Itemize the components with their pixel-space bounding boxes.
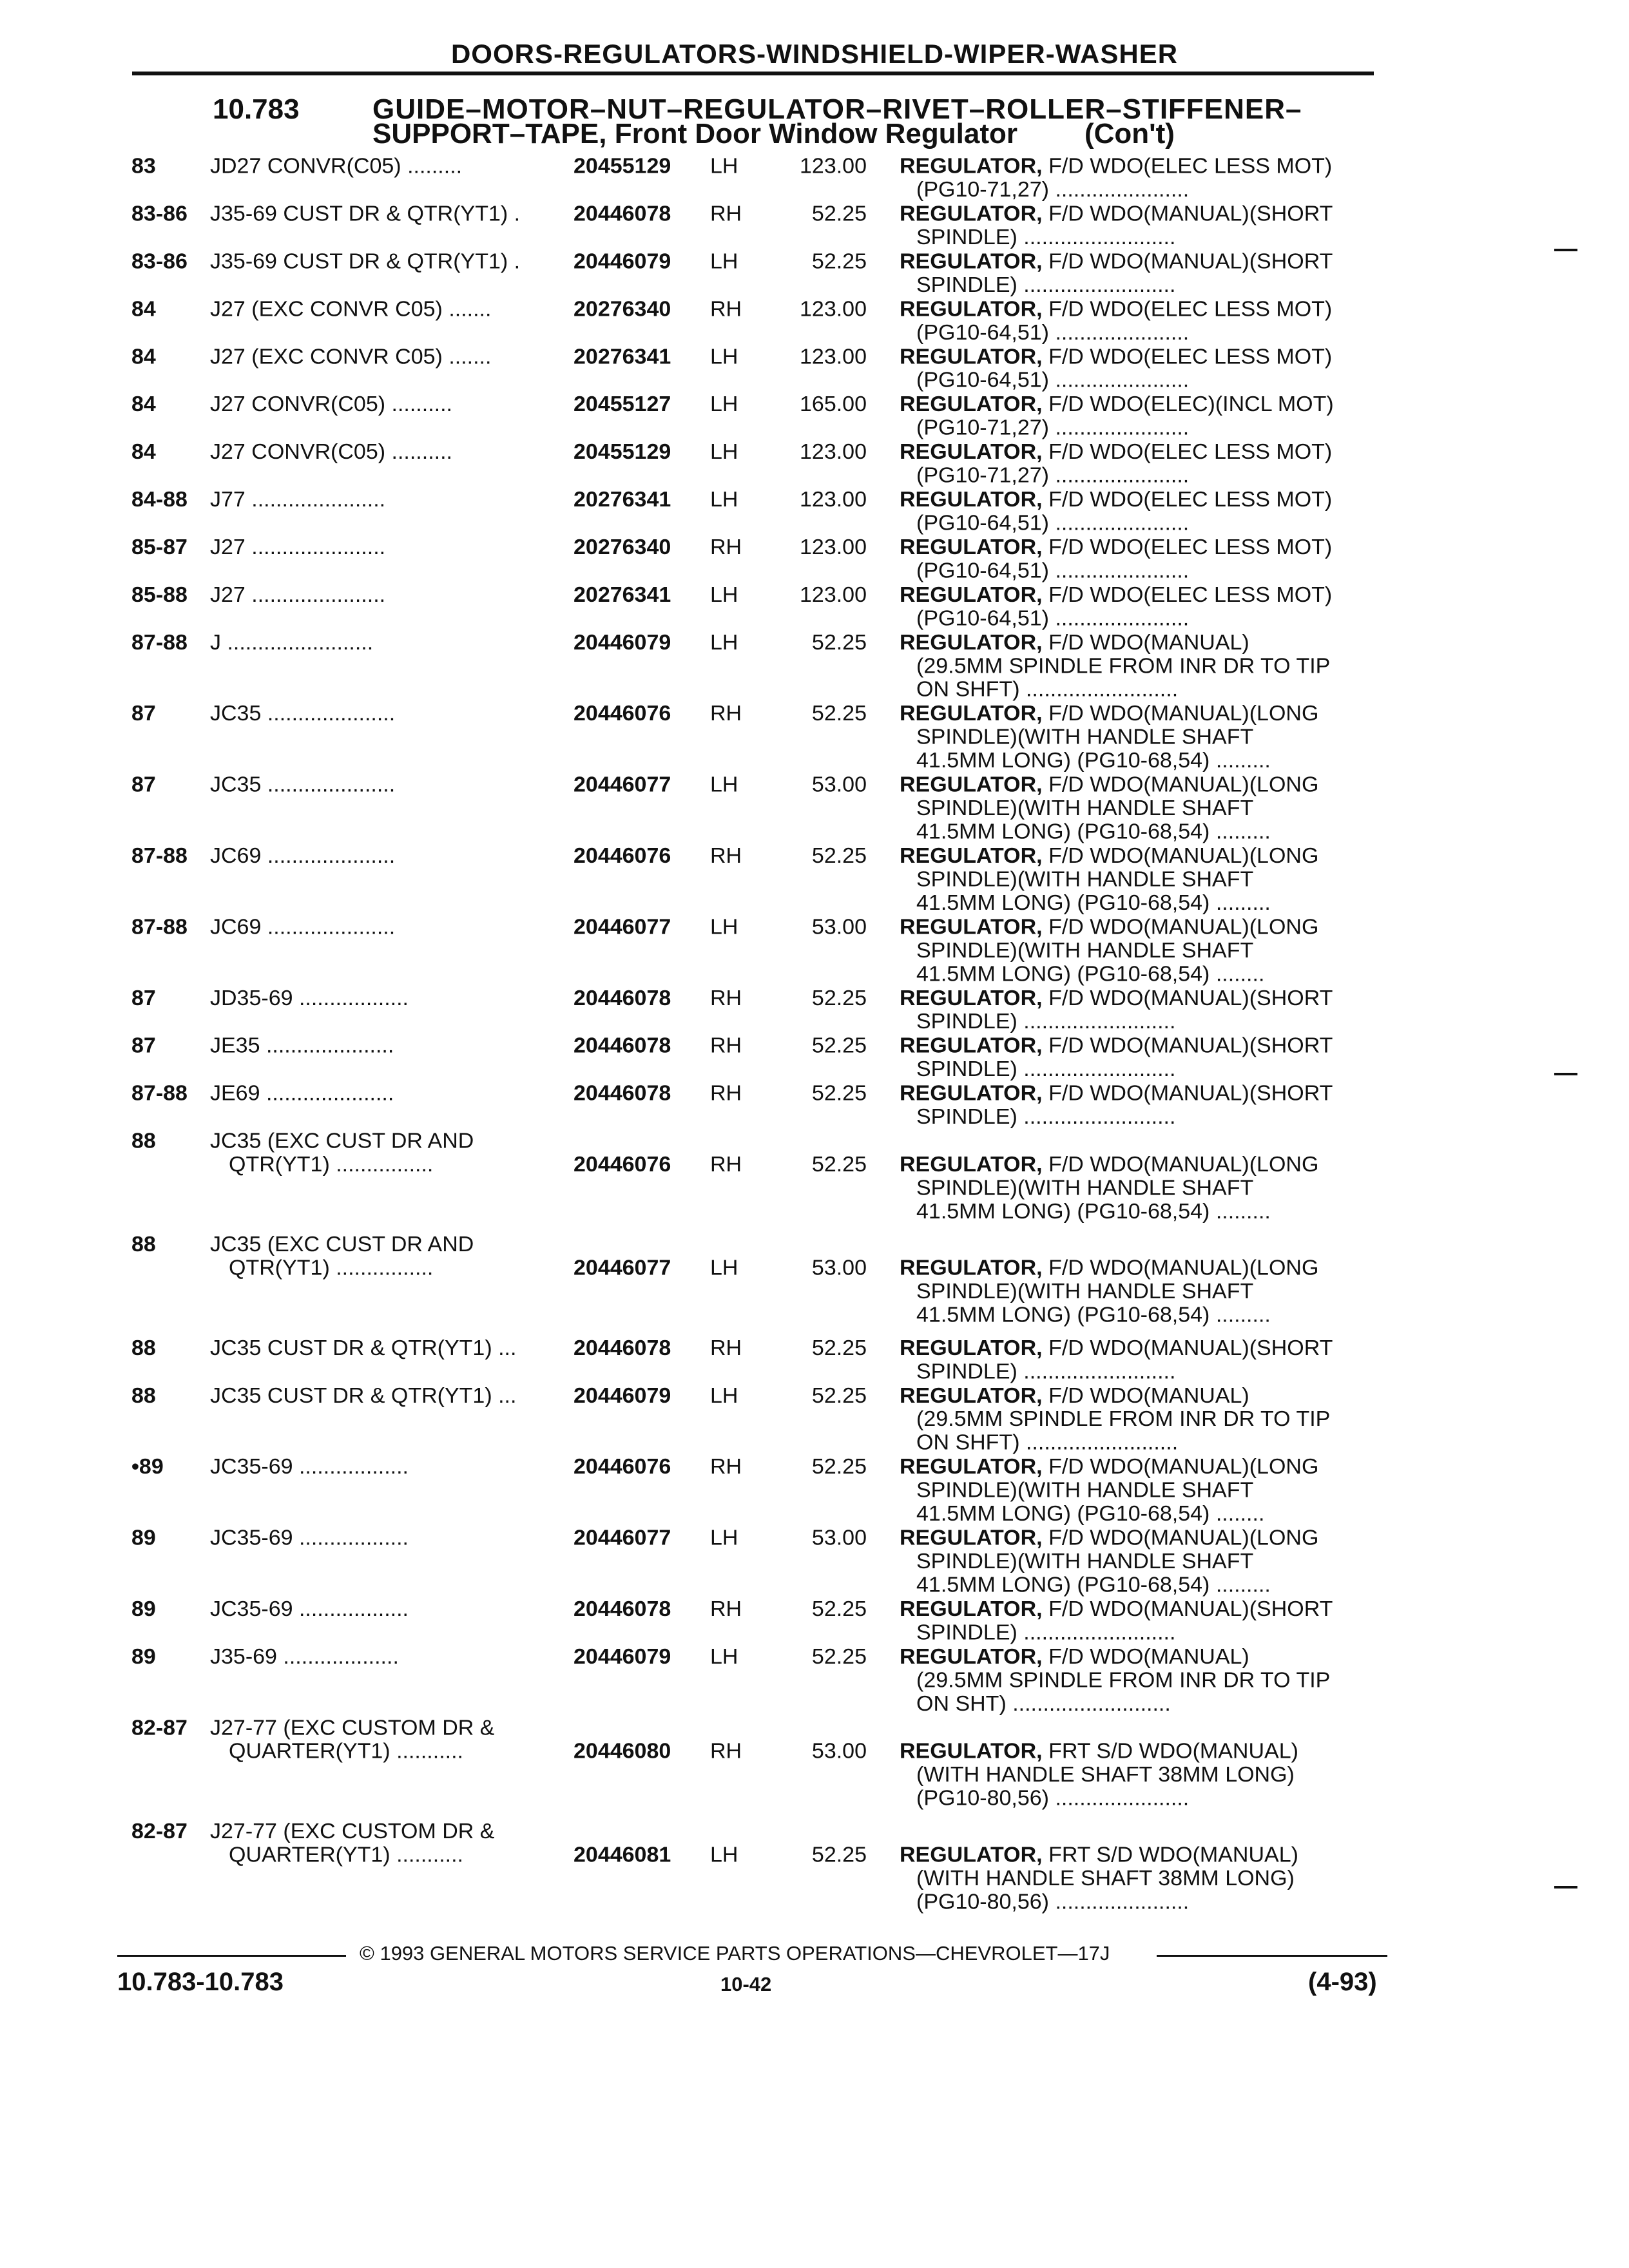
part-number: 20446077 <box>574 1256 671 1280</box>
part-number: 20276341 <box>574 487 671 512</box>
side-indicator: RH <box>710 296 742 322</box>
part-number: 20446079 <box>574 249 671 274</box>
model-series: J77 ...................... <box>210 487 386 512</box>
part-description <box>900 1597 1333 1620</box>
part-description <box>900 702 1318 726</box>
side-indicator: LH <box>710 392 738 417</box>
side-indicator: RH <box>710 843 742 868</box>
part-description-continued: SPINDLE)(WITH HANDLE SHAFT <box>916 1175 1254 1200</box>
part-description-continued: ON SHFT) ......................... <box>916 677 1179 702</box>
model-year: 83-86 <box>131 249 188 274</box>
part-description-continued: SPINDLE) ......................... <box>916 1057 1176 1082</box>
model-series: JC35 CUST DR & QTR(YT1) ... <box>210 1336 517 1360</box>
side-indicator: RH <box>710 701 742 726</box>
part-number: 20446076 <box>574 843 671 868</box>
part-description-continued: (PG10-80,56) ...................... <box>916 1889 1190 1914</box>
model-series: JC35-69 .................. <box>210 1454 409 1479</box>
model-year: 88 <box>131 1383 156 1408</box>
model-year: 87-88 <box>131 914 188 939</box>
part-description-continued: 41.5MM LONG) (PG10-68,54) ......... <box>916 819 1271 844</box>
side-indicator: LH <box>710 439 738 465</box>
part-description-continued: SPINDLE)(WITH HANDLE SHAFT <box>916 725 1254 749</box>
part-number: 20446078 <box>574 1336 671 1360</box>
model-series: JC69 ..................... <box>210 914 396 939</box>
model-series: JC35-69 .................. <box>210 1597 409 1621</box>
part-number: 20276340 <box>574 296 671 322</box>
part-detail: F/D WDO(MANUAL)(LONG <box>1042 1256 1319 1280</box>
part-description-continued: (PG10-64,51) ...................... <box>916 510 1190 535</box>
part-name: REGULATOR, <box>900 535 1043 559</box>
side-indicator: RH <box>710 1454 742 1479</box>
model-year: 87 <box>131 986 156 1010</box>
part-number: 20455129 <box>574 154 671 178</box>
price: 123.00 <box>800 535 867 559</box>
model-series: J27-77 (EXC CUSTOM DR & <box>210 1819 495 1843</box>
part-name: REGULATOR, <box>900 843 1043 868</box>
part-name: REGULATOR, <box>900 1454 1043 1479</box>
price: 53.00 <box>811 1525 867 1550</box>
side-indicator: RH <box>710 201 742 226</box>
part-name: REGULATOR, <box>900 1383 1043 1408</box>
part-number: 20446078 <box>574 1597 671 1621</box>
part-name: REGULATOR, <box>900 1256 1043 1280</box>
price: 123.00 <box>800 487 867 512</box>
model-series: JC35 (EXC CUST DR AND <box>210 1128 474 1153</box>
part-detail: F/D WDO(MANUAL) <box>1042 1644 1249 1669</box>
price: 52.25 <box>811 1152 867 1177</box>
part-detail: F/D WDO(MANUAL)(SHORT <box>1042 1597 1333 1621</box>
part-description <box>900 1034 1333 1057</box>
part-name: REGULATOR, <box>900 773 1043 797</box>
part-number: 20446076 <box>574 1454 671 1479</box>
side-indicator: RH <box>710 1081 742 1106</box>
price: 53.00 <box>811 914 867 939</box>
part-description-continued: SPINDLE)(WITH HANDLE SHAFT <box>916 1279 1254 1304</box>
model-year: 89 <box>131 1644 156 1669</box>
part-description-continued: 41.5MM LONG) (PG10-68,54) ......... <box>916 1572 1271 1597</box>
section-continued: (Con't) <box>1084 118 1175 149</box>
model-year: 84 <box>131 344 156 369</box>
model-series-continued: QUARTER(YT1) ........... <box>229 1842 463 1867</box>
model-year: 88 <box>131 1232 156 1257</box>
margin-mark <box>1554 249 1577 251</box>
part-name: REGULATOR, <box>900 1644 1043 1669</box>
part-description-continued: SPINDLE) ......................... <box>916 1620 1176 1645</box>
model-year: 88 <box>131 1128 156 1153</box>
model-year: 87 <box>131 773 156 797</box>
side-indicator: RH <box>710 1033 742 1058</box>
part-name: REGULATOR, <box>900 1152 1043 1177</box>
price: 52.25 <box>811 1842 867 1867</box>
part-detail: FRT S/D WDO(MANUAL) <box>1042 1739 1298 1763</box>
part-number: 20446081 <box>574 1842 671 1867</box>
part-description-continued: (29.5MM SPINDLE FROM INR DR TO TIP <box>916 1667 1331 1693</box>
model-series: JC35-69 .................. <box>210 1525 409 1550</box>
part-detail: F/D WDO(ELEC LESS MOT) <box>1042 582 1333 607</box>
part-number: 20446078 <box>574 1033 671 1058</box>
part-description-continued: (WITH HANDLE SHAFT 38MM LONG) <box>916 1762 1295 1787</box>
part-number: 20455129 <box>574 439 671 465</box>
part-description-continued: SPINDLE) ......................... <box>916 1104 1176 1129</box>
part-description <box>900 1526 1318 1550</box>
price: 52.25 <box>811 249 867 274</box>
side-indicator: LH <box>710 1383 738 1408</box>
part-description-continued: 41.5MM LONG) (PG10-68,54) ........ <box>916 1501 1265 1526</box>
footer-page-number: 10-42 <box>720 1973 772 1995</box>
part-detail: F/D WDO(MANUAL)(SHORT <box>1042 1033 1333 1058</box>
model-year: 82-87 <box>131 1715 188 1740</box>
part-description <box>900 535 1332 559</box>
part-description-continued: 41.5MM LONG) (PG10-68,54) ......... <box>916 748 1271 773</box>
part-description-continued: (29.5MM SPINDLE FROM INR DR TO TIP <box>916 1407 1331 1432</box>
part-description-continued: SPINDLE)(WITH HANDLE SHAFT <box>916 1549 1254 1573</box>
part-detail: F/D WDO(ELEC LESS MOT) <box>1042 344 1333 369</box>
part-detail: F/D WDO(MANUAL)(LONG <box>1042 1454 1319 1479</box>
model-year: 87-88 <box>131 630 188 655</box>
model-series: JC35 CUST DR & QTR(YT1) ... <box>210 1383 517 1408</box>
model-year: 85-87 <box>131 535 188 559</box>
part-name: REGULATOR, <box>900 1081 1043 1106</box>
price: 52.25 <box>811 1644 867 1669</box>
part-description <box>900 1256 1318 1280</box>
part-number: 20276341 <box>574 344 671 369</box>
part-description <box>900 250 1333 273</box>
part-name: REGULATOR, <box>900 630 1043 655</box>
part-description <box>900 916 1318 939</box>
part-number: 20446076 <box>574 1152 671 1177</box>
model-year: 87 <box>131 701 156 726</box>
part-description <box>900 345 1332 369</box>
model-series: J27 CONVR(C05) .......... <box>210 392 452 417</box>
price: 53.00 <box>811 1256 867 1280</box>
part-number: 20446077 <box>574 1525 671 1550</box>
model-series: JC35 (EXC CUST DR AND <box>210 1232 474 1257</box>
price: 52.25 <box>811 630 867 655</box>
price: 123.00 <box>800 582 867 607</box>
part-description-continued: (PG10-64,51) ...................... <box>916 320 1190 345</box>
model-series: J27 CONVR(C05) .......... <box>210 439 452 465</box>
part-description-continued: (PG10-71,27) ...................... <box>916 416 1190 440</box>
model-series: JC35 ..................... <box>210 773 396 797</box>
part-description-continued: 41.5MM LONG) (PG10-68,54) ......... <box>916 1303 1271 1327</box>
part-detail: F/D WDO(MANUAL) <box>1042 630 1249 655</box>
part-description <box>900 155 1332 178</box>
part-number: 20455127 <box>574 392 671 417</box>
part-number: 20276341 <box>574 582 671 607</box>
footer-rule-left <box>117 1955 346 1957</box>
section-number: 10.783 <box>213 93 300 125</box>
part-number: 20446077 <box>574 914 671 939</box>
price: 52.25 <box>811 843 867 868</box>
price: 53.00 <box>811 773 867 797</box>
part-description-continued: 41.5MM LONG) (PG10-68,54) ......... <box>916 890 1271 915</box>
part-description-continued: SPINDLE)(WITH HANDLE SHAFT <box>916 867 1254 892</box>
part-detail: F/D WDO(MANUAL)(SHORT <box>1042 249 1333 274</box>
part-description-continued: SPINDLE)(WITH HANDLE SHAFT <box>916 1478 1254 1503</box>
price: 52.25 <box>811 1454 867 1479</box>
model-year: •89 <box>131 1454 164 1479</box>
footer-copyright: © 1993 GENERAL MOTORS SERVICE PARTS OPERATIONS—CHEVROLET—17J <box>360 1942 1110 1965</box>
part-name: REGULATOR, <box>900 1525 1043 1550</box>
side-indicator: LH <box>710 154 738 178</box>
footer-range: 10.783-10.783 <box>117 1968 284 1996</box>
model-series: J27 (EXC CONVR C05) ....... <box>210 296 492 322</box>
model-year: 87 <box>131 1033 156 1058</box>
margin-mark <box>1554 1073 1577 1075</box>
part-description <box>900 1740 1298 1763</box>
part-description <box>900 393 1334 416</box>
price: 123.00 <box>800 154 867 178</box>
part-description-continued: (PG10-64,51) ...................... <box>916 606 1190 631</box>
side-indicator: RH <box>710 1336 742 1360</box>
part-number: 20446080 <box>574 1739 671 1763</box>
part-description-continued: ON SHT) .......................... <box>916 1691 1171 1716</box>
part-number: 20446079 <box>574 1383 671 1408</box>
part-name: REGULATOR, <box>900 296 1043 322</box>
part-name: REGULATOR, <box>900 439 1043 465</box>
model-year: 84 <box>131 392 156 417</box>
model-series: JD27 CONVR(C05) ......... <box>210 154 463 178</box>
price: 52.25 <box>811 1597 867 1621</box>
part-name: REGULATOR, <box>900 344 1043 369</box>
model-year: 85-88 <box>131 582 188 607</box>
part-name: REGULATOR, <box>900 1739 1043 1763</box>
model-year: 89 <box>131 1597 156 1621</box>
part-name: REGULATOR, <box>900 914 1043 939</box>
model-series: J ........................ <box>210 630 374 655</box>
part-description-continued: (PG10-71,27) ...................... <box>916 463 1190 488</box>
part-detail: F/D WDO(MANUAL)(SHORT <box>1042 1336 1333 1360</box>
price: 52.25 <box>811 1336 867 1360</box>
part-number: 20446077 <box>574 773 671 797</box>
part-number: 20446078 <box>574 201 671 226</box>
section-title-line1: GUIDE–MOTOR–NUT–REGULATOR–RIVET–ROLLER–STIFFENER– <box>372 93 1302 125</box>
part-detail: F/D WDO(MANUAL)(LONG <box>1042 773 1319 797</box>
part-number: 20446079 <box>574 630 671 655</box>
side-indicator: LH <box>710 630 738 655</box>
part-name: REGULATOR, <box>900 1597 1043 1621</box>
part-description-continued: (PG10-64,51) ...................... <box>916 558 1190 583</box>
part-description <box>900 298 1332 321</box>
part-detail: F/D WDO(ELEC LESS MOT) <box>1042 439 1333 465</box>
header-rule <box>132 72 1374 75</box>
part-detail: F/D WDO(MANUAL) <box>1042 1383 1249 1408</box>
part-description <box>900 773 1318 796</box>
part-name: REGULATOR, <box>900 1842 1043 1867</box>
part-description-continued: (PG10-71,27) ...................... <box>916 177 1190 202</box>
price: 52.25 <box>811 701 867 726</box>
part-description-continued: (WITH HANDLE SHAFT 38MM LONG) <box>916 1866 1295 1890</box>
side-indicator: LH <box>710 1256 738 1280</box>
side-indicator: RH <box>710 1597 742 1621</box>
price: 52.25 <box>811 1383 867 1408</box>
part-name: REGULATOR, <box>900 582 1043 607</box>
model-year: 88 <box>131 1336 156 1360</box>
model-series: JD35-69 .................. <box>210 986 409 1010</box>
side-indicator: LH <box>710 1842 738 1867</box>
part-name: REGULATOR, <box>900 1033 1043 1058</box>
part-description-continued: SPINDLE) ......................... <box>916 1359 1176 1384</box>
model-series: J27 (EXC CONVR C05) ....... <box>210 344 492 369</box>
model-series: J27-77 (EXC CUSTOM DR & <box>210 1715 495 1740</box>
part-description <box>900 844 1318 867</box>
price: 123.00 <box>800 344 867 369</box>
part-name: REGULATOR, <box>900 154 1043 178</box>
model-series: J27 ...................... <box>210 535 386 559</box>
part-description-continued: ON SHFT) ......................... <box>916 1430 1179 1455</box>
model-series: J35-69 ................... <box>210 1644 399 1669</box>
part-description <box>900 583 1332 606</box>
model-year: 82-87 <box>131 1819 188 1843</box>
part-detail: F/D WDO(MANUAL)(SHORT <box>1042 986 1333 1010</box>
part-detail: F/D WDO(MANUAL)(LONG <box>1042 914 1319 939</box>
model-series-continued: QUARTER(YT1) ........... <box>229 1739 463 1763</box>
part-detail: F/D WDO(ELEC LESS MOT) <box>1042 535 1333 559</box>
side-indicator: RH <box>710 535 742 559</box>
part-description <box>900 488 1332 511</box>
model-year: 84 <box>131 439 156 465</box>
part-detail: F/D WDO(MANUAL)(SHORT <box>1042 201 1333 226</box>
model-year: 89 <box>131 1525 156 1550</box>
part-description-continued: SPINDLE) ......................... <box>916 225 1176 249</box>
side-indicator: LH <box>710 773 738 797</box>
model-year: 84-88 <box>131 487 188 512</box>
part-name: REGULATOR, <box>900 701 1043 726</box>
price: 123.00 <box>800 296 867 322</box>
side-indicator: RH <box>710 1152 742 1177</box>
part-number: 20446078 <box>574 986 671 1010</box>
model-series: J27 ...................... <box>210 582 386 607</box>
side-indicator: LH <box>710 1525 738 1550</box>
model-year: 87-88 <box>131 843 188 868</box>
part-number: 20276340 <box>574 535 671 559</box>
side-indicator: RH <box>710 986 742 1010</box>
part-detail: F/D WDO(MANUAL)(LONG <box>1042 1525 1319 1550</box>
part-description <box>900 1082 1333 1105</box>
part-number: 20446078 <box>574 1081 671 1106</box>
page-header-title: DOORS-REGULATORS-WINDSHIELD-WIPER-WASHER <box>450 39 1179 69</box>
model-year: 87-88 <box>131 1081 188 1106</box>
part-description <box>900 1336 1333 1360</box>
part-description <box>900 202 1333 226</box>
part-description <box>900 1645 1249 1668</box>
part-description <box>900 631 1249 654</box>
part-name: REGULATOR, <box>900 201 1043 226</box>
model-series: JE35 ..................... <box>210 1033 394 1058</box>
model-year: 83 <box>131 154 156 178</box>
part-name: REGULATOR, <box>900 487 1043 512</box>
part-description-continued: 41.5MM LONG) (PG10-68,54) ........ <box>916 961 1265 986</box>
part-detail: F/D WDO(MANUAL)(LONG <box>1042 701 1319 726</box>
price: 53.00 <box>811 1739 867 1763</box>
side-indicator: LH <box>710 914 738 939</box>
part-detail: F/D WDO(ELEC LESS MOT) <box>1042 487 1333 512</box>
part-description <box>900 986 1333 1010</box>
model-series-continued: QTR(YT1) ................ <box>229 1256 434 1280</box>
price: 123.00 <box>800 439 867 465</box>
side-indicator: LH <box>710 249 738 274</box>
price: 52.25 <box>811 1033 867 1058</box>
part-name: REGULATOR, <box>900 1336 1043 1360</box>
part-detail: F/D WDO(MANUAL)(LONG <box>1042 1152 1319 1177</box>
side-indicator: LH <box>710 487 738 512</box>
footer-rule-right <box>1157 1955 1387 1957</box>
part-description-continued: SPINDLE)(WITH HANDLE SHAFT <box>916 796 1254 820</box>
price: 52.25 <box>811 201 867 226</box>
model-series: JC69 ..................... <box>210 843 396 868</box>
part-detail: F/D WDO(ELEC LESS MOT) <box>1042 296 1333 322</box>
side-indicator: LH <box>710 582 738 607</box>
part-detail: F/D WDO(ELEC)(INCL MOT) <box>1042 392 1334 417</box>
margin-mark <box>1554 1886 1577 1888</box>
model-year: 84 <box>131 296 156 322</box>
part-description-continued: 41.5MM LONG) (PG10-68,54) ......... <box>916 1199 1271 1224</box>
model-series: J35-69 CUST DR & QTR(YT1) . <box>210 249 521 274</box>
part-description <box>900 1456 1318 1479</box>
part-description-continued: (29.5MM SPINDLE FROM INR DR TO TIP <box>916 653 1331 678</box>
part-description-continued: SPINDLE) ......................... <box>916 273 1176 297</box>
side-indicator: LH <box>710 1644 738 1669</box>
price: 52.25 <box>811 1081 867 1106</box>
section-title-line2: SUPPORT–TAPE, Front Door Window Regulator <box>372 118 1017 149</box>
part-detail: F/D WDO(MANUAL)(SHORT <box>1042 1081 1333 1106</box>
part-description-continued: SPINDLE) ......................... <box>916 1009 1176 1034</box>
part-description-continued: (PG10-80,56) ...................... <box>916 1786 1190 1811</box>
part-description-continued: (PG10-64,51) ...................... <box>916 368 1190 392</box>
side-indicator: RH <box>710 1739 742 1763</box>
part-number: 20446079 <box>574 1644 671 1669</box>
side-indicator: LH <box>710 344 738 369</box>
price: 165.00 <box>800 392 867 417</box>
part-number: 20446076 <box>574 701 671 726</box>
model-year: 83-86 <box>131 201 188 226</box>
model-series: JC35 ..................... <box>210 701 396 726</box>
model-series: JE69 ..................... <box>210 1081 394 1106</box>
part-description <box>900 1843 1298 1867</box>
part-description <box>900 441 1332 464</box>
model-series-continued: QTR(YT1) ................ <box>229 1152 434 1177</box>
part-description <box>900 1153 1318 1176</box>
part-description <box>900 1384 1249 1407</box>
footer-date: (4-93) <box>1308 1968 1377 1996</box>
part-detail: F/D WDO(ELEC LESS MOT) <box>1042 154 1333 178</box>
part-name: REGULATOR, <box>900 249 1043 274</box>
price: 52.25 <box>811 986 867 1010</box>
part-description-continued: SPINDLE)(WITH HANDLE SHAFT <box>916 938 1254 963</box>
part-detail: FRT S/D WDO(MANUAL) <box>1042 1842 1298 1867</box>
model-series: J35-69 CUST DR & QTR(YT1) . <box>210 201 521 226</box>
part-name: REGULATOR, <box>900 392 1043 417</box>
part-detail: F/D WDO(MANUAL)(LONG <box>1042 843 1319 868</box>
part-name: REGULATOR, <box>900 986 1043 1010</box>
